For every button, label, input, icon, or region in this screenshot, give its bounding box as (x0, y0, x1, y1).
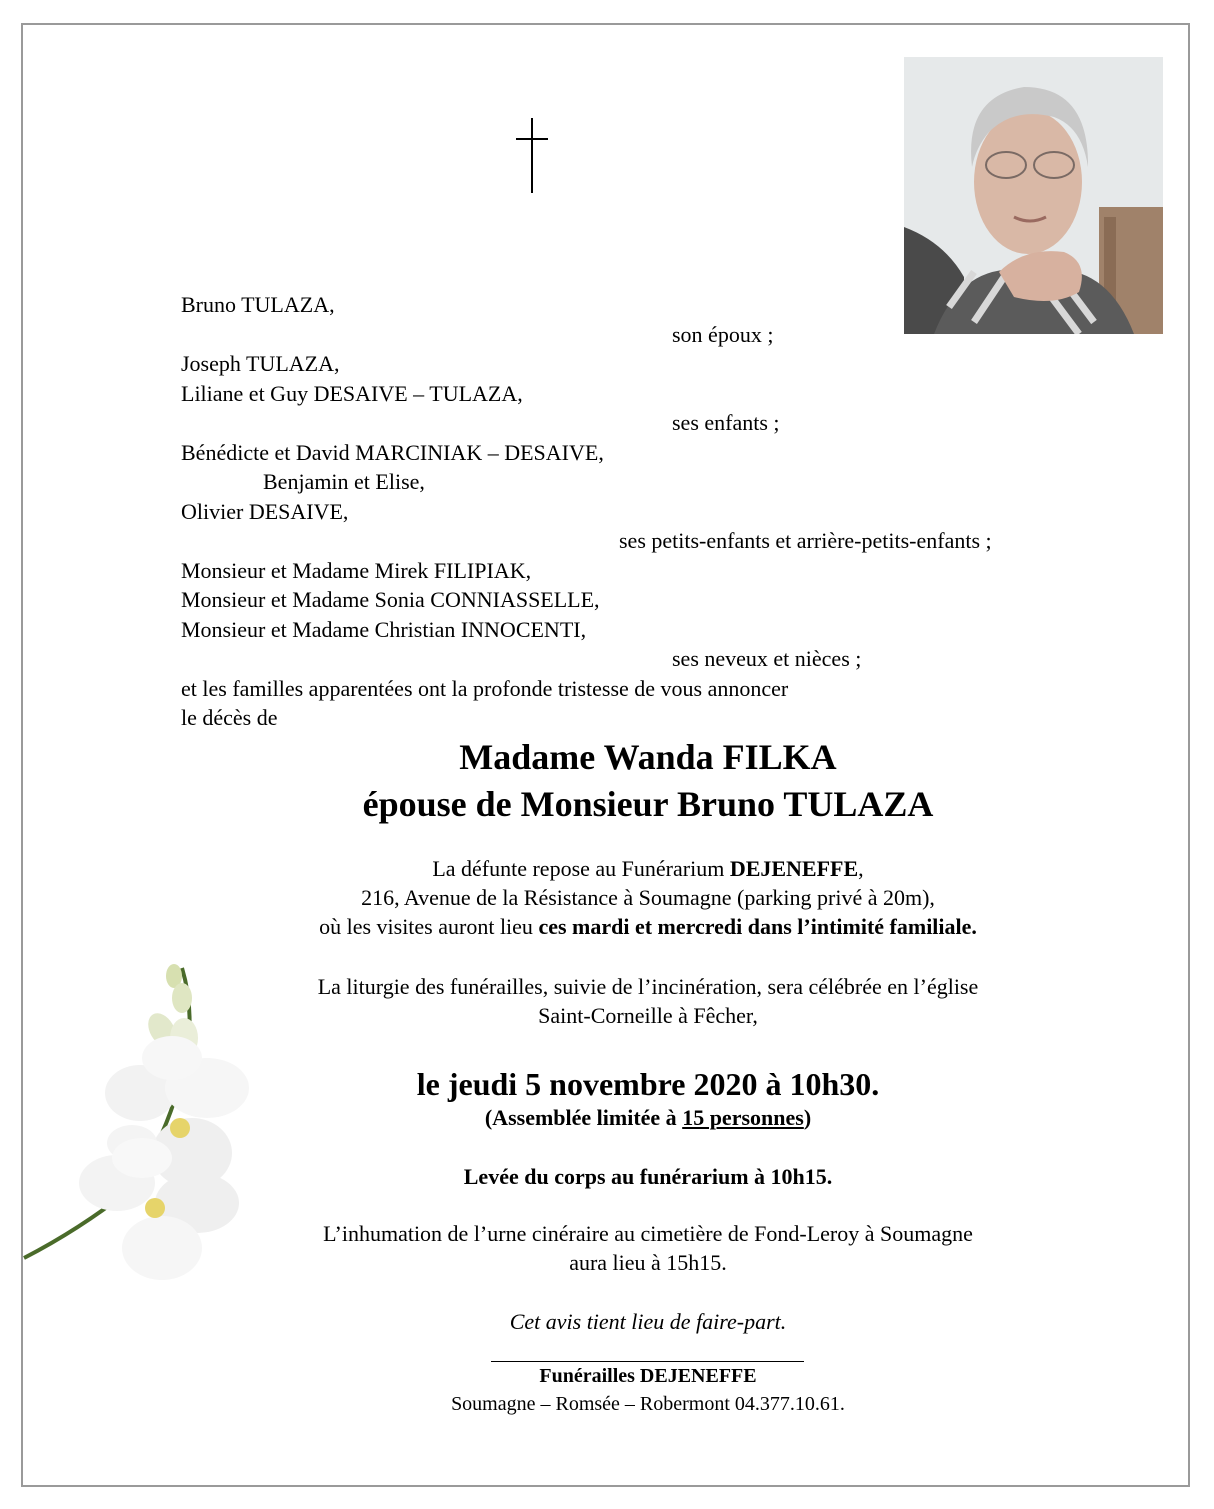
visit-line-1: La défunte repose au Funérarium DEJENEFFE, (432, 856, 864, 881)
cross-icon (516, 118, 548, 193)
relation-label: son époux ; (672, 321, 774, 347)
burial-line-1: L’inhumation de l’urne cinéraire au cimetière de Fond-Leroy à Soumagne (323, 1221, 973, 1246)
liturgy-line-1: La liturgie des funérailles, suivie de l’incinération, sera célébrée en l’église (317, 974, 979, 999)
attendance-limit: (Assemblée limitée à 15 personnes) (484, 1105, 812, 1130)
family-line: Benjamin et Elise, (263, 469, 425, 494)
family-line: Bénédicte et David MARCINIAK – DESAIVE, (181, 439, 604, 465)
relation-label: ses petits-enfants et arrière-petits-enfants ; (619, 528, 992, 553)
funerarium-name: DEJENEFFE (729, 856, 859, 881)
family-line: Monsieur et Madame Sonia CONNIASSELLE, (181, 587, 600, 612)
family-line: Monsieur et Madame Christian INNOCENTI, (181, 616, 587, 642)
visit-line-3: où les visites auront lieu ces mardi et mercredi dans l’intimité familiale. (319, 914, 977, 939)
deceased-name: Madame Wanda FILKA (459, 737, 837, 777)
deceased-spouse: épouse de Monsieur Bruno TULAZA (362, 784, 934, 824)
family-line: Olivier DESAIVE, (181, 498, 349, 524)
visit-dates: ces mardi et mercredi dans l’intimité familiale. (538, 914, 977, 939)
burial-line-2: aura lieu à 15h15. (569, 1250, 727, 1275)
funeral-home-name: Funérailles DEJENEFFE (539, 1365, 757, 1387)
announcement-line: le décès de (181, 705, 278, 730)
family-line: Bruno TULAZA, (181, 292, 335, 317)
family-list (181, 290, 1081, 733)
announcement-line: et les familles apparentées ont la profonde tristesse de vous annoncer (181, 675, 789, 701)
family-line: Liliane et Guy DESAIVE – TULAZA, (181, 380, 523, 406)
ceremony-date: le jeudi 5 novembre 2020 à 10h30. (416, 1066, 880, 1102)
relation-label: ses enfants ; (672, 410, 780, 435)
funeral-home-locations: Soumagne – Romsée – Robermont 04.377.10.61. (451, 1393, 845, 1415)
visit-line-2: 216, Avenue de la Résistance à Soumagne (parking privé à 20m), (361, 885, 935, 910)
family-line: Monsieur et Madame Mirek FILIPIAK, (181, 557, 532, 583)
relation-label: ses neveux et nièces ; (672, 646, 862, 671)
family-line: Joseph TULAZA, (181, 351, 340, 376)
notice-text: Cet avis tient lieu de faire-part. (509, 1309, 787, 1334)
levee-du-corps: Levée du corps au funérarium à 10h15. (463, 1164, 833, 1189)
orchid-illustration (22, 958, 312, 1298)
liturgy-line-2: Saint-Corneille à Fêcher, (538, 1003, 758, 1028)
